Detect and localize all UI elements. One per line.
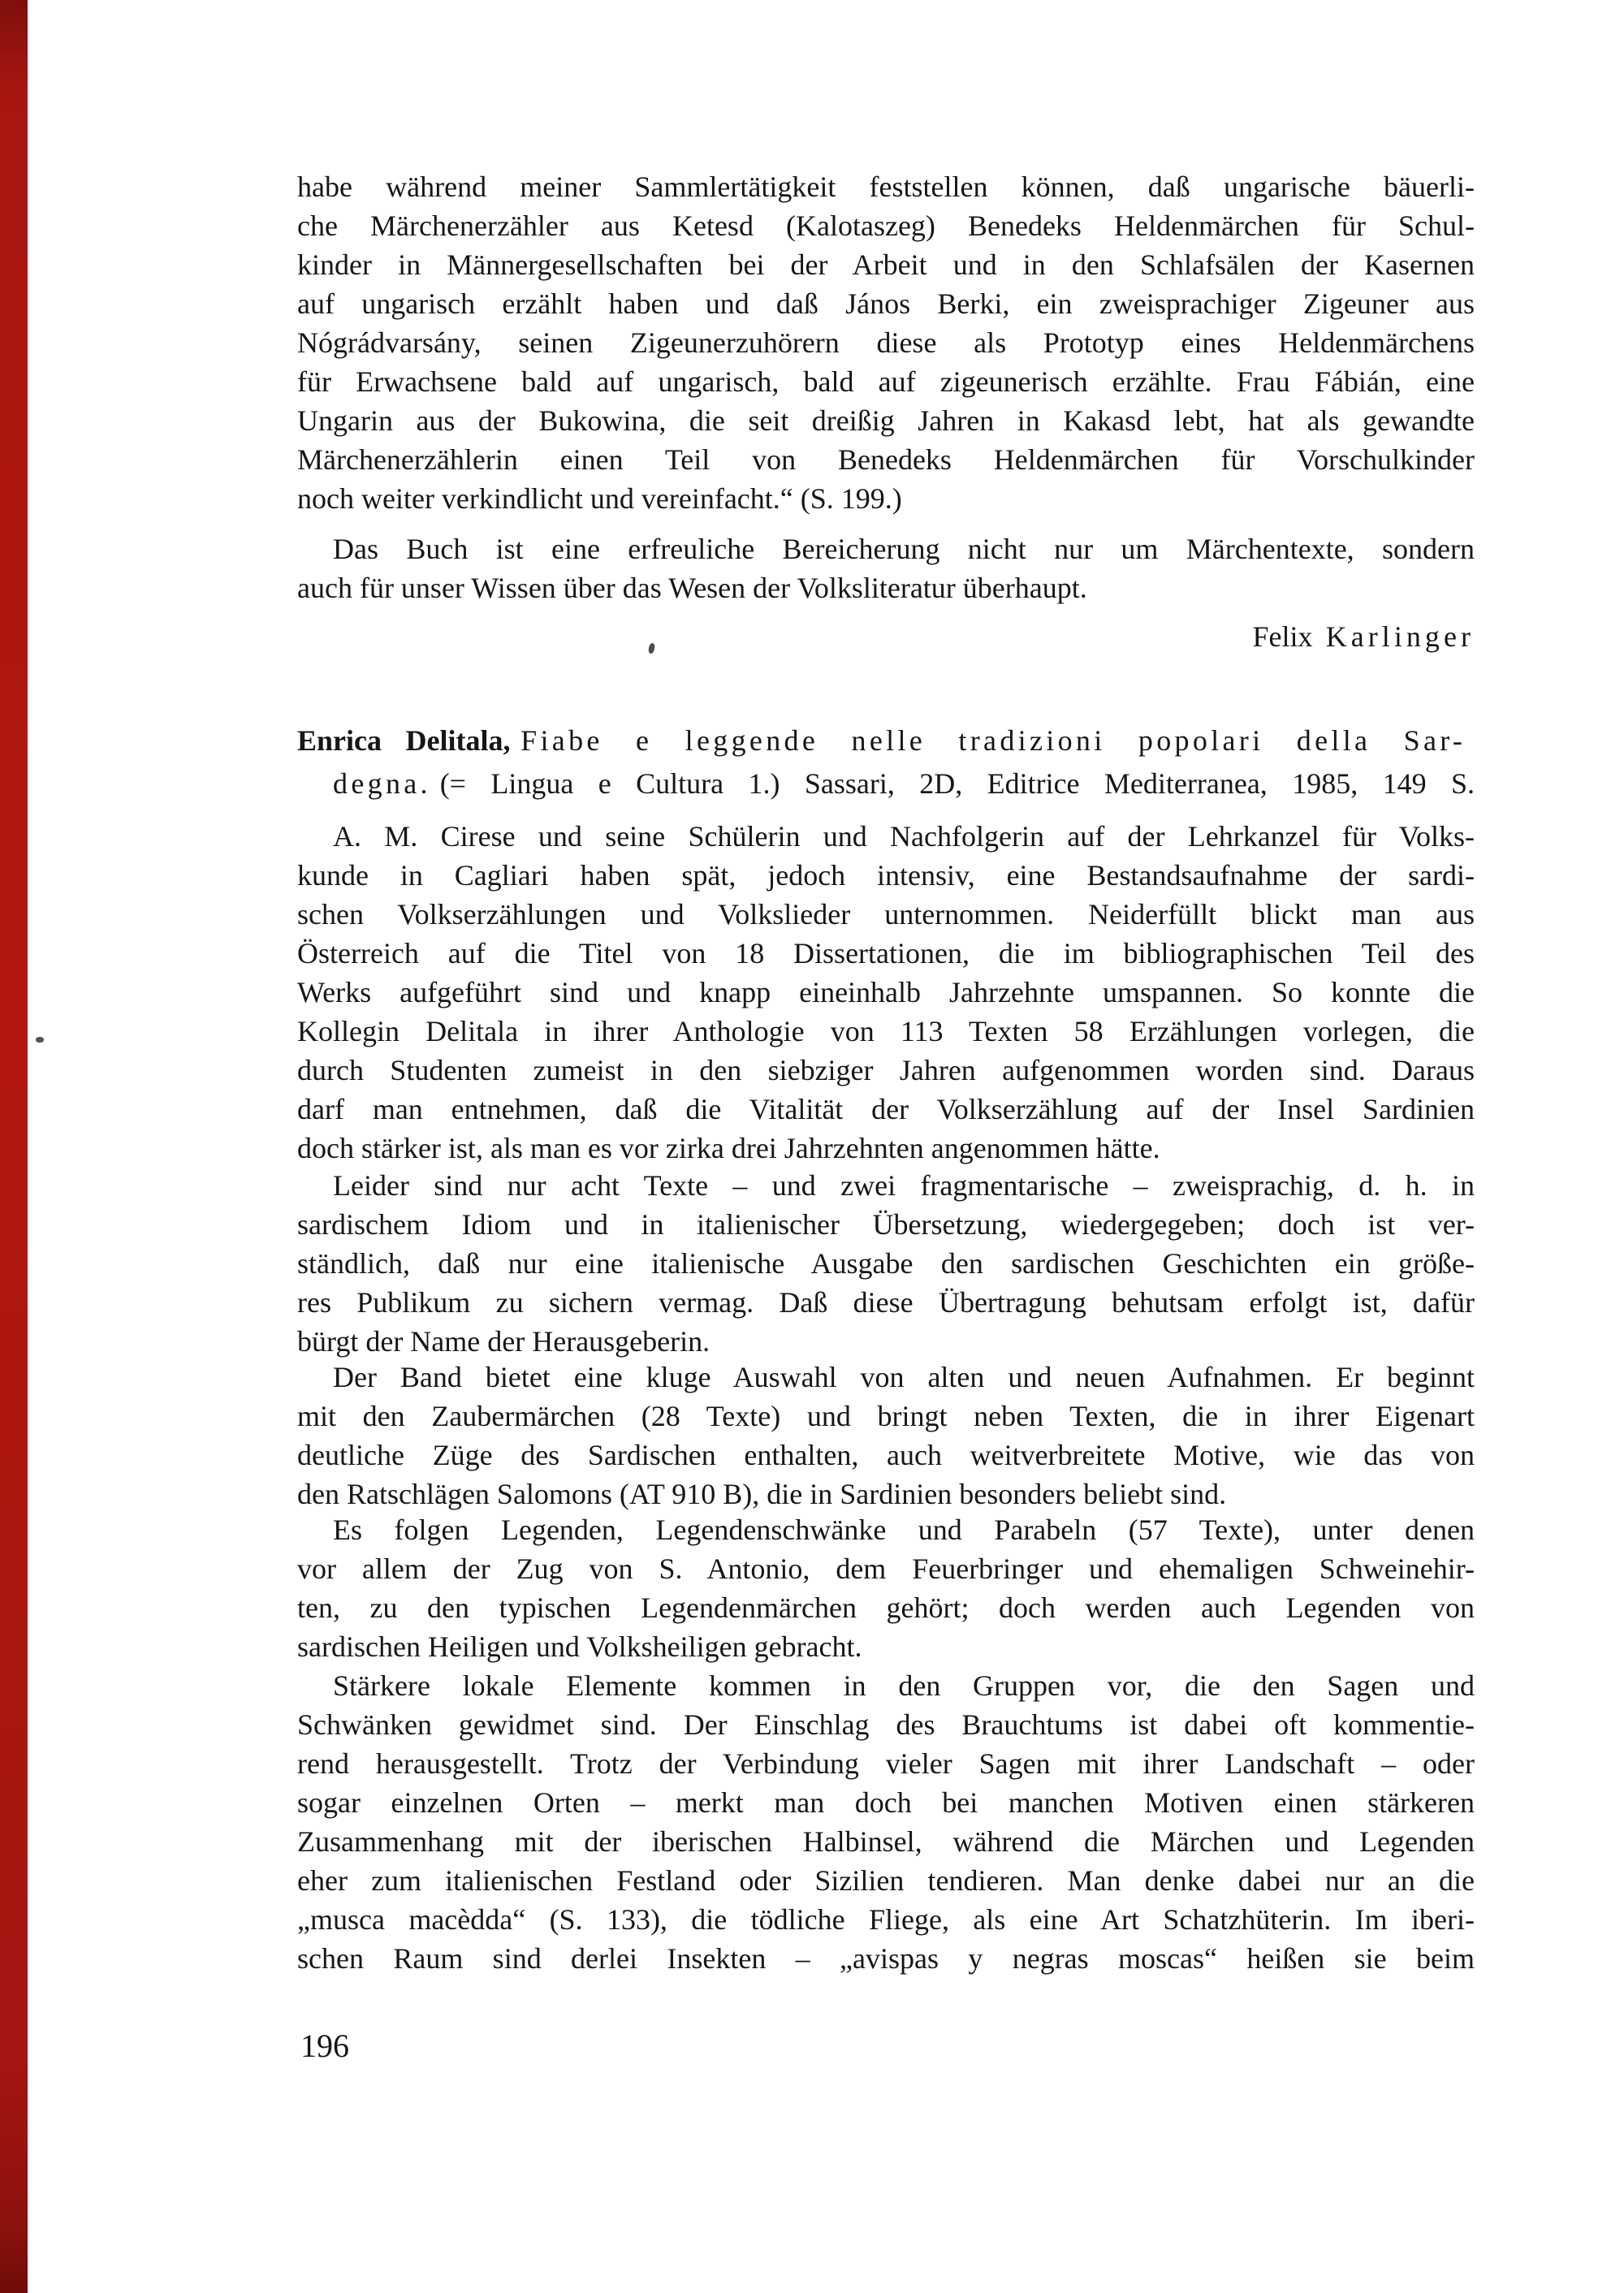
review-paragraph [297, 817, 1475, 1168]
book-imprint: (= Lingua e Cultura 1.) Sassari, 2D, Editrice Mediterranea, 1985, 149 S. [439, 767, 1475, 800]
text-line: deutliche Züge des Sardischen enthalten, auch weitverbreitete Motive, wie das von [297, 1439, 1475, 1471]
review-closing-paragraph [297, 529, 1475, 607]
text-line: Kollegin Delitala in ihrer Anthologie von 113 Texten 58 Erzählungen vorlegen, die [297, 1015, 1475, 1047]
text-line: Ungarin aus der Bukowina, die seit dreißig Jahren in Kakasd lebt, hat als gewandte [297, 404, 1475, 437]
text-line: Es folgen Legenden, Legendenschwänke und Parabeln (57 Texte), unter denen [333, 1514, 1475, 1546]
ink-speck [36, 1037, 44, 1043]
text-line: eher zum italienischen Festland oder Sizilien tendieren. Man denke dabei nur an die [297, 1864, 1475, 1897]
text-line: schen Volkserzählungen und Volkslieder unternommen. Neiderfüllt blickt man aus [297, 898, 1475, 931]
review-paragraph [297, 1666, 1475, 1978]
text-line: auf ungarisch erzählt haben und daß János Berki, ein zweisprachiger Zigeuner aus [297, 287, 1475, 320]
text-line: kinder in Männergesellschaften bei der Arbeit und in den Schlafsälen der Kasernen [297, 248, 1475, 281]
text-line: auch für unser Wissen über das Wesen der Volksliteratur überhaupt. [297, 572, 1087, 604]
text-line: Österreich auf die Titel von 18 Dissertationen, die im bibliographischen Teil des [297, 937, 1475, 969]
page-number: 196 [300, 2027, 349, 2064]
text-line: ständlich, daß nur eine italienische Ausgabe den sardischen Geschichten ein größe- [297, 1247, 1475, 1280]
text-line: den Ratschlägen Salomons (AT 910 B), die in Sardinien besonders beliebt sind. [297, 1478, 1227, 1510]
text-line: durch Studenten zumeist in den siebziger Jahren aufgenommen worden sind. Daraus [297, 1054, 1475, 1086]
review-paragraph [297, 1358, 1475, 1514]
text-line: Der Band bietet eine kluge Auswahl von alten und neuen Aufnahmen. Er beginnt [333, 1361, 1475, 1393]
text-line: sardischem Idiom und in italienischer Übersetzung, wiedergegeben; doch ist ver- [297, 1208, 1475, 1241]
book-title-part2: degna. [333, 767, 431, 800]
quoted-review-paragraph [297, 167, 1475, 518]
text-line: schen Raum sind derlei Insekten – „avispas y negras moscas“ heißen sie beim [297, 1942, 1475, 1975]
reviewer-signature [297, 617, 1475, 656]
text-line: Zusammenhang mit der iberischen Halbinsel, während die Märchen und Legenden [297, 1825, 1475, 1858]
text-line: res Publikum zu sichern vermag. Daß diese Übertragung behutsam erfolgt ist, dafür [297, 1286, 1475, 1319]
heading-line-1 [297, 719, 1475, 762]
text-line: Werks aufgeführt sind und knapp eineinhalb Jahrzehnte umspannen. So konnte die [297, 976, 1475, 1008]
text-line: rend herausgestellt. Trotz der Verbindung vieler Sagen mit ihrer Landschaft – oder [297, 1747, 1475, 1780]
text-line: Das Buch ist eine erfreuliche Bereicherung nicht nur um Märchentexte, sondern [333, 533, 1475, 565]
text-line: für Erwachsene bald auf ungarisch, bald auf zigeunerisch erzählte. Frau Fábián, eine [297, 365, 1475, 398]
left-edge-bar [0, 0, 28, 2293]
text-line: Märchenerzählerin einen Teil von Benedeks Heldenmärchen für Vorschulkinder [297, 443, 1475, 476]
book-title-part1: Fiabe e leggende nelle tradizioni popolari della Sar- [520, 724, 1466, 757]
text-line: sogar einzelnen Orten – merkt man doch bei manchen Motiven einen stärkeren [297, 1786, 1475, 1819]
text-line: noch weiter verkindlicht und vereinfacht.“ (S. 199.) [297, 482, 902, 515]
reviewer-family-name: Karlinger [1325, 620, 1475, 653]
book-review-heading [297, 719, 1475, 805]
text-line: ten, zu den typischen Legendenmärchen gehört; doch werden auch Legenden von [297, 1591, 1475, 1624]
text-line: Stärkere lokale Elemente kommen in den Gruppen vor, die den Sagen und [333, 1669, 1475, 1702]
text-line: Schwänken gewidmet sind. Der Einschlag des Brauchtums ist dabei oft kommentie- [297, 1708, 1475, 1741]
text-line: che Märchenerzähler aus Ketesd (Kalotaszeg) Benedeks Heldenmärchen für Schul- [297, 209, 1475, 242]
text-line: bürgt der Name der Herausgeberin. [297, 1325, 710, 1358]
text-line: habe während meiner Sammlertätigkeit feststellen können, daß ungarische bäuerli- [297, 171, 1475, 203]
text-line: darf man entnehmen, daß die Vitalität der Volkserzählung auf der Insel Sardinien [297, 1093, 1475, 1125]
heading-line-2 [297, 762, 1475, 805]
text-line: vor allem der Zug von S. Antonio, dem Feuerbringer und ehemaligen Schweinehir- [297, 1552, 1475, 1585]
text-line: Nógrádvarsány, seinen Zigeunerzuhörern diese als Prototyp eines Heldenmärchens [297, 326, 1475, 359]
text-line: Leider sind nur acht Texte – und zwei fragmentarische – zweisprachig, d. h. in [333, 1169, 1475, 1202]
review-paragraph [297, 1510, 1475, 1666]
text-line: sardischen Heiligen und Volksheiligen gebracht. [297, 1630, 862, 1663]
book-author: Enrica Delitala, [297, 724, 511, 757]
text-line: kunde in Cagliari haben spät, jedoch intensiv, eine Bestandsaufnahme der sardi- [297, 859, 1475, 892]
text-line: „musca macèdda“ (S. 133), die tödliche Fliege, als eine Art Schatzhüterin. Im iberi- [297, 1903, 1475, 1936]
reviewer-given-name: Felix [1252, 620, 1313, 653]
review-paragraph [297, 1166, 1475, 1361]
text-line: mit den Zaubermärchen (28 Texte) und bringt neben Texten, die in ihrer Eigenart [297, 1400, 1475, 1432]
text-line: doch stärker ist, als man es vor zirka drei Jahrzehnten angenommen hätte. [297, 1132, 1160, 1164]
text-line: A. M. Cirese und seine Schülerin und Nachfolgerin auf der Lehrkanzel für Volks- [333, 820, 1475, 853]
